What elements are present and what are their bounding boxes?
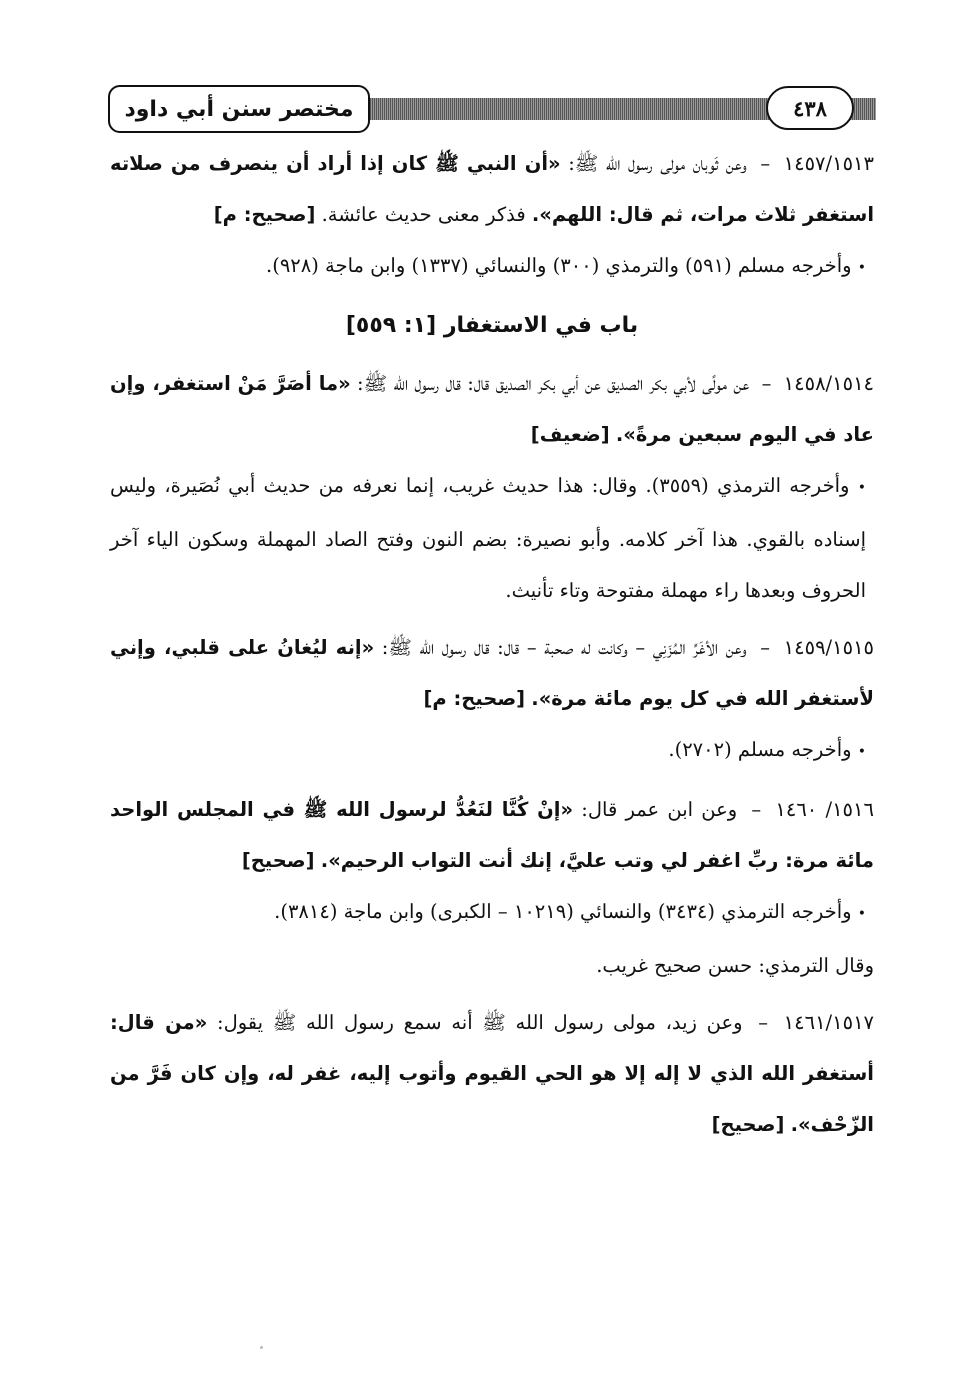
dash: – [761, 372, 772, 395]
hadith-tail: فذكر معنى حديث عائشة. [321, 203, 532, 226]
hadith-quote: «إنْ كُنَّا لنَعُدُّ لرسول الله ﷺ في المجلس الواحد مائة مرة: ربِّ اغفر لي وتب عليَّ، إنك أنت التواب الرحيم». [110, 798, 874, 872]
takhrij-text: وأخرجه الترمذي (٣٤٣٤) والنسائي (١٠٢١٩ – الكبرى) وابن ماجة (٣٨١٤). [274, 900, 852, 923]
takhrij-1514 [110, 460, 874, 616]
hadith-grade: [صحيح: م] [423, 687, 526, 710]
hadith-quote: «ما أصَرَّ مَنْ استغفر، وإن عاد في اليوم سبعين مرةً». [110, 372, 874, 446]
dash: – [751, 798, 762, 821]
hadith-number: ١٥١٦/ ١٤٦٠ [775, 798, 874, 821]
hadith-intro: وعن ابن عمر قال: [573, 798, 738, 821]
hadith-1517 [110, 997, 874, 1150]
chapter-heading: باب في الاستغفار [١: ٥٥٩] [345, 313, 639, 338]
page-header [108, 80, 876, 136]
hadith-quote: «أن النبي ﷺ كان إذا أراد أن ينصرف من صلاته استغفر ثلاث مرات، ثم قال: اللهم». [110, 152, 874, 226]
takhrij-1513 [110, 240, 874, 294]
takhrij-1515 [110, 724, 874, 778]
tirmidhi-note: وقال الترمذي: حسن صحيح غريب. [596, 954, 874, 977]
page-body [110, 138, 874, 1150]
hadith-number: ١٤٥٨/١٥١٤ [783, 372, 875, 395]
hadith-number: ١٤٥٧/١٥١٣ [783, 152, 874, 175]
takhrij-1516 [110, 886, 874, 940]
hadith-number: ١٤٥٩/١٥١٥ [783, 636, 875, 659]
hadith-intro: وعن الأغَرِّ المُزَنِي – وكانت له صحبة – قال: قال رسول الله ﷺ: [374, 636, 747, 659]
hadith-1516 [110, 784, 874, 886]
hadith-1513 [110, 138, 874, 240]
hadith-quote: «من قال: أستغفر الله الذي لا إله إلا هو الحي القيوم وأتوب إليه، غفر له، وإن كان فَرَّ من الزّحْف». [110, 1011, 874, 1136]
hadith-1514 [110, 358, 874, 460]
hadith-number: ١٤٦١/١٥١٧ [783, 1011, 875, 1034]
dash: – [758, 1011, 768, 1034]
book-title: مختصر سنن أبي داود [108, 85, 370, 133]
hadith-grade: [صحيح] [711, 1113, 785, 1136]
takhrij-text: وأخرجه مسلم (٥٩١) والترمذي (٣٠٠) والنسائي (١٣٣٧) وابن ماجة (٩٢٨). [266, 254, 852, 277]
hadith-grade: [ضعيف] [530, 423, 610, 446]
bullet-icon: • [857, 744, 866, 760]
bullet-icon: • [857, 260, 866, 276]
page-number: ٤٣٨ [766, 86, 854, 130]
hadith-intro: وعن زيد، مولى رسول الله ﷺ أنه سمع رسول الله ﷺ يقول: [207, 1011, 743, 1034]
scan-speck [260, 1346, 263, 1349]
hadith-intro: وعن ثَوبان مولى رسول الله ﷺ: [560, 152, 747, 175]
hadith-grade: [صحيح: م] [213, 203, 316, 226]
hadith-quote: «إنه ليُغانُ على قلبي، وإني لأستغفر الله في كل يوم مائة مرة». [110, 636, 874, 710]
bullet-icon: • [857, 906, 866, 922]
takhrij-text: وأخرجه مسلم (٢٧٠٢). [668, 738, 852, 761]
hadith-grade: [صحيح] [241, 849, 315, 872]
dash: – [760, 636, 771, 659]
hadith-intro: عن مولًى لأبي بكر الصديق عن أبي بكر الصديق قال: قال رسول الله ﷺ: [350, 372, 750, 395]
hadith-1515 [110, 622, 874, 724]
dash: – [760, 152, 771, 175]
bullet-icon: • [857, 480, 867, 496]
takhrij-text: وأخرجه الترمذي (٣٥٥٩). وقال: هذا حديث غريب، إنما نعرفه من حديث أبي نُصَيرة، وليس إسناده بالقوي. هذا آخر كلامه. وأبو نصيرة: بضم النون وفتح الصاد المهملة وسكون الياء آخر الحروف وبعدها راء مهملة مفتوحة وتاء تأنيث. [110, 474, 866, 602]
